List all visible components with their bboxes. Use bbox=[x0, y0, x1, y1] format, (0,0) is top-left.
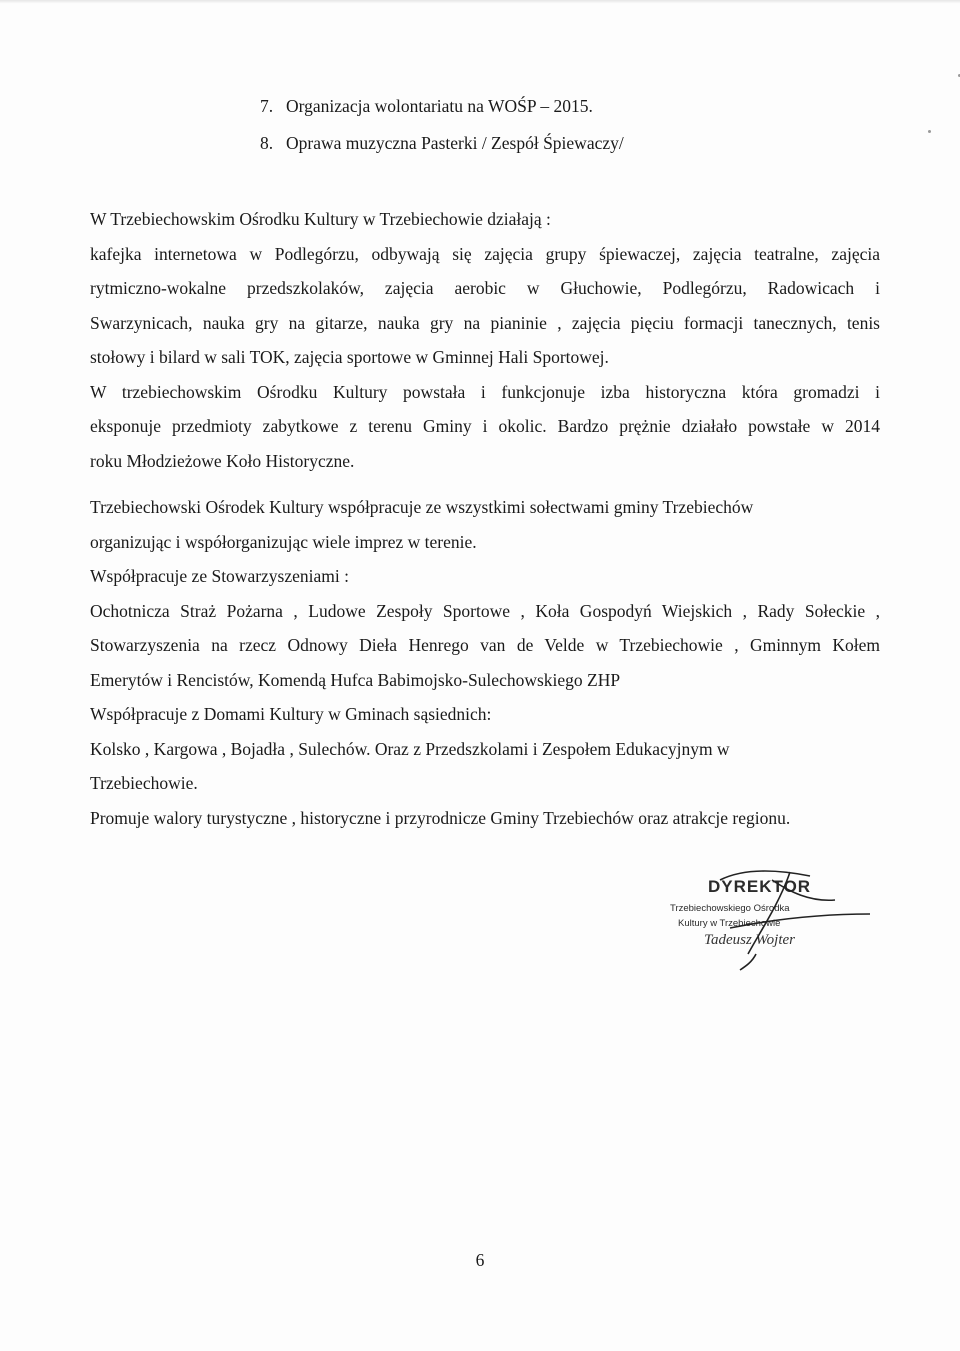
text-line: eksponuje przedmioty zabytkowe z terenu Gminy i okolic. Bardzo prężnie działało powstałe w 2014 bbox=[90, 416, 880, 436]
text-line: Trzebiechowie. bbox=[90, 773, 198, 793]
text-line: roku Młodzieżowe Koło Historyczne. bbox=[90, 450, 355, 471]
text-line: kafejka internetowa w Podlegórzu, odbywają się zajęcia grupy śpiewaczej, zajęcia teatralne, zajęcia bbox=[90, 243, 880, 264]
paragraph-activities bbox=[90, 202, 880, 478]
text-line: Trzebiechowski Ośrodek Kultury współpracuje ze wszystkimi sołectwami gminy Trzebiechów bbox=[90, 497, 754, 517]
list-item-text: Oprawa muzyczna Pasterki / Zespół Śpiewaczy/ bbox=[286, 133, 624, 153]
stamp-line: Kultury w Trzebiechowie bbox=[678, 918, 781, 929]
text-line: organizując i współorganizując wiele imprez w terenie. bbox=[90, 531, 477, 552]
text-line: stołowy i bilard w sali TOK, zajęcia sportowe w Gminnej Hali Sportowej. bbox=[90, 347, 609, 367]
signature-name: Tadeusz Wojter bbox=[704, 932, 795, 948]
text-line: Kolsko , Kargowa , Bojadła , Sulechów. Oraz z Przedszkolami i Zespołem Edukacyjnym w bbox=[90, 738, 730, 759]
page-number: 6 bbox=[475, 1250, 485, 1270]
list-item bbox=[260, 126, 624, 161]
list-item-number: 7. bbox=[260, 96, 274, 116]
paragraph-cooperation bbox=[90, 490, 880, 835]
text-line: rytmiczno-wokalne przedszkolaków, zajęcia aerobic w Głuchowie, Podlegórzu, Radowicach i bbox=[90, 278, 880, 298]
scan-edge bbox=[0, 0, 960, 4]
text-line: Swarzynicach, nauka gry na gitarze, nauka gry na pianinie , zajęcia pięciu formacji tanecznych, tenis bbox=[90, 312, 880, 333]
numbered-list bbox=[260, 89, 624, 161]
list-item bbox=[260, 89, 624, 124]
text-line: Współpracuje z Domami Kultury w Gminach sąsiednich: bbox=[90, 704, 492, 724]
text-line: W Trzebiechowskim Ośrodku Kultury w Trzebiechowie działają : bbox=[90, 209, 551, 229]
list-item-text: Organizacja wolontariatu na WOŚP – 2015. bbox=[286, 96, 593, 116]
stamp-title: DYREKTOR bbox=[708, 877, 812, 896]
list-item-number: 8. bbox=[260, 133, 274, 153]
scan-speck bbox=[928, 130, 931, 133]
text-line: Ochotnicza Straż Pożarna , Ludowe Zespoły Sportowe , Koła Gospodyń Wiejskich , Rady Sołeckie , bbox=[90, 600, 880, 621]
text-line: Współpracuje ze Stowarzyszeniami : bbox=[90, 566, 349, 586]
director-stamp-signature bbox=[660, 862, 880, 972]
text-line: Promuje walory turystyczne , historyczne i przyrodnicze Gminy Trzebiechów oraz atrakcje regionu. bbox=[90, 807, 791, 828]
text-line: Stowarzyszenia na rzecz Odnowy Dieła Henrego van de Velde w Trzebiechowie , Gminnym Kołem bbox=[90, 635, 880, 655]
text-line: Emerytów i Rencistów, Komendą Hufca Babimojsko-Sulechowskiego ZHP bbox=[90, 669, 621, 690]
stamp-line: Trzebiechowskiego Ośrodka bbox=[670, 903, 790, 914]
text-line: W trzebiechowskim Ośrodku Kultury powstała i funkcjonuje izba historyczna która gromadzi i bbox=[90, 381, 880, 402]
